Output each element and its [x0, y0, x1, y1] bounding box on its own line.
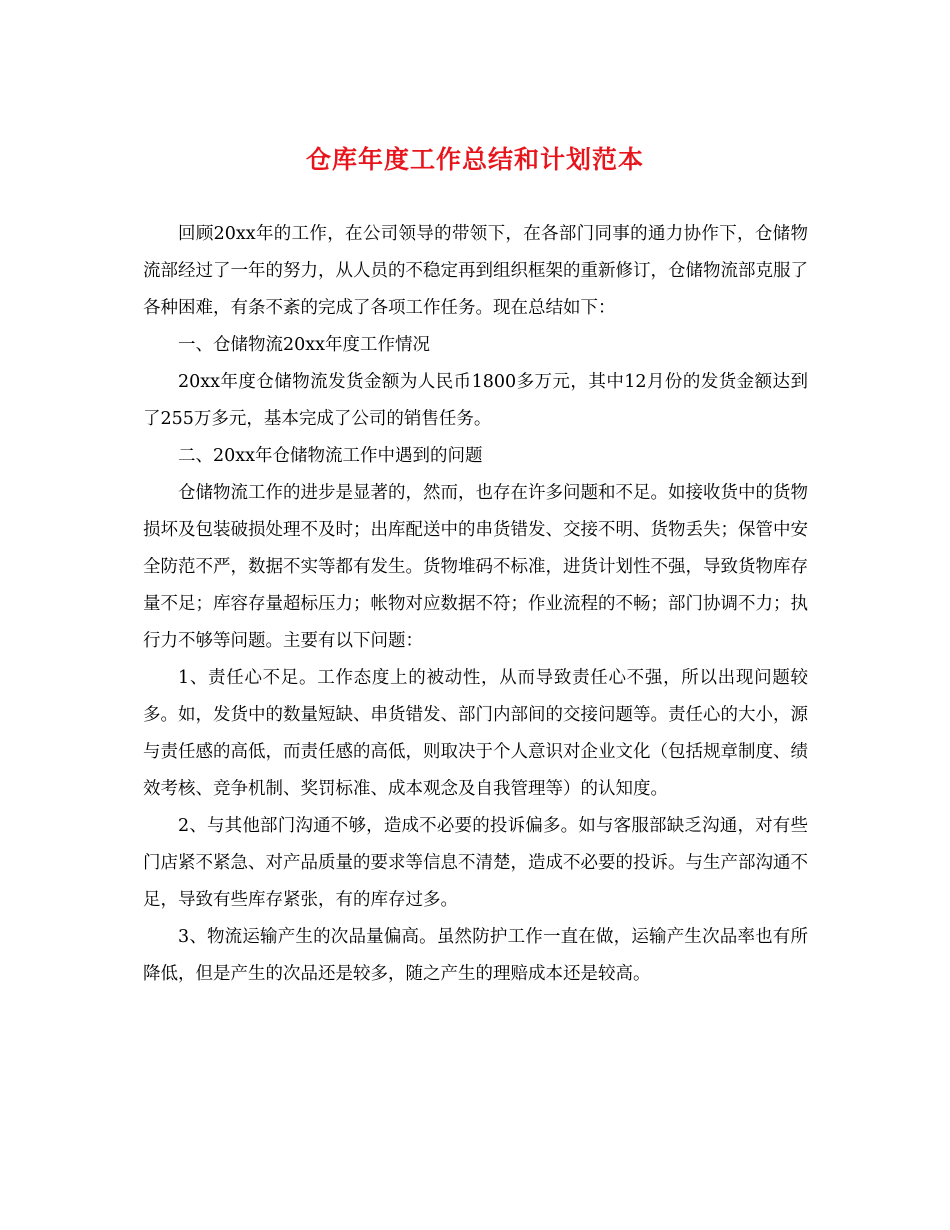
document-title: 仓库年度工作总结和计划范本 — [305, 145, 644, 174]
problem-item-1: 1、责任心不足。工作态度上的被动性，从而导致责任心不强，所以出现问题较多。如，发货中的数量短缺、串货错发、部门内部间的交接问题等。责任心的大小，源与责任感的高低，而责任感的高低，则取决于个人意识对企业文化（包括规章制度、绩效考核、竞争机制、奖罚标准、成本观念及自我管理等）的认知度。 — [143, 668, 808, 799]
document-body — [143, 216, 808, 993]
problem-item-3: 3、物流运输产生的次品量偏高。虽然防护工作一直在做，运输产生次品率也有所降低，但是产生的次品还是较多，随之产生的理赔成本还是较高。 — [143, 927, 808, 984]
paragraph-shipping-amount: 20xx年度仓储物流发货金额为人民币1800多万元，其中12月份的发货金额达到了255万多元，基本完成了公司的销售任务。 — [143, 372, 808, 429]
section-heading-1: 一、仓储物流20xx年度工作情况 — [178, 335, 431, 355]
paragraph-intro: 回顾20xx年的工作，在公司领导的带领下，在各部门同事的通力协作下，仓储物流部经过了一年的努力，从人员的不稳定再到组织框架的重新修订，仓储物流部克服了各种困难，有条不紊的完成了各项工作任务。现在总结如下： — [143, 224, 808, 318]
problem-item-2: 2、与其他部门沟通不够，造成不必要的投诉偏多。如与客服部缺乏沟通，对有些门店紧不紧急、对产品质量的要求等信息不清楚，造成不必要的投诉。与生产部沟通不足，导致有些库存紧张，有的库存过多。 — [143, 816, 808, 910]
section-heading-2: 二、20xx年仓储物流工作中遇到的问题 — [178, 446, 483, 466]
paragraph-problems: 仓储物流工作的进步是显著的，然而，也存在许多问题和不足。如接收货中的货物损坏及包装破损处理不及时；出库配送中的串货错发、交接不明、货物丢失；保管中安全防范不严，数据不实等都有发生。货物堆码不标准，进货计划性不强，导致货物库存量不足；库容存量超标压力；帐物对应数据不符；作业流程的不畅；部门协调不力；执行力不够等问题。主要有以下问题： — [143, 483, 808, 651]
